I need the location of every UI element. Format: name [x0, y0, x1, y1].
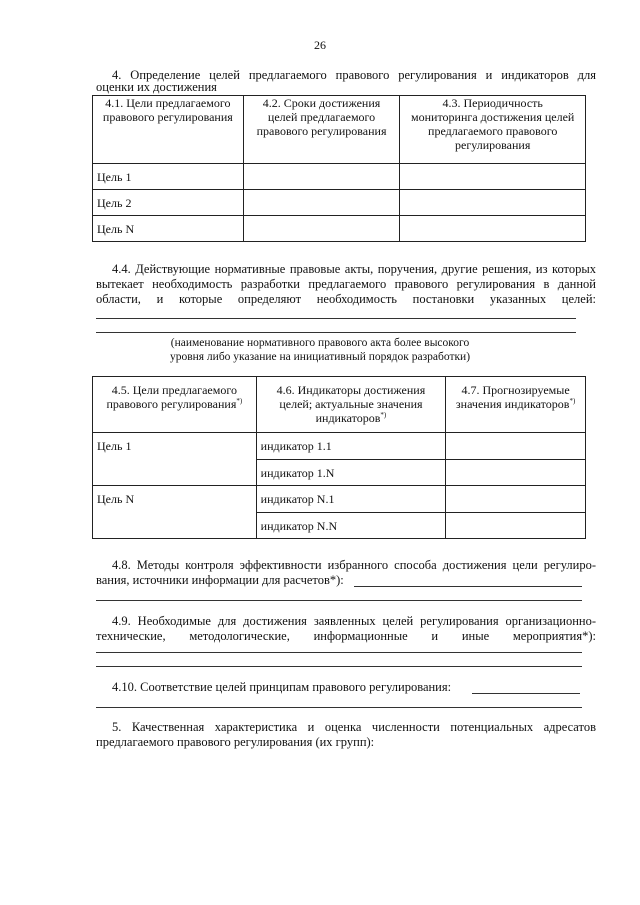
header-indicators	[256, 377, 446, 433]
header-terms-l1: 4.2. Сроки достижения	[262, 96, 381, 110]
answer-line[interactable]	[96, 652, 582, 653]
term-cell[interactable]	[243, 216, 400, 242]
term-cell[interactable]	[243, 190, 400, 216]
page-number: 26	[314, 38, 326, 52]
section-5-line2: предлагаемого правового регулирования (их групп):	[96, 735, 375, 749]
section-4-line1: 4. Определение целей предлагаемого правового регулирования и индикаторов для	[112, 68, 596, 82]
section-4-4-line2: вытекает необходимость разработки предлагаемого правового регулирования в данной	[96, 277, 596, 291]
forecast-cell[interactable]	[446, 513, 586, 539]
section-5-line1: 5. Качественная характеристика и оценка численности потенциальных адресатов	[112, 720, 596, 734]
answer-line[interactable]	[96, 666, 582, 667]
header-forecast-l1: 4.7. Прогнозируемые	[461, 383, 570, 397]
section-4-9-line1: 4.9. Необходимые для достижения заявленных целей регулирования организационно-	[112, 614, 596, 628]
goal-cell: Цель 2	[93, 190, 244, 216]
indicator-cell: индикатор N.N	[256, 513, 446, 539]
table-row	[93, 164, 586, 190]
header-monitoring-l4: регулирования	[455, 138, 531, 152]
section-4-9-line2: технические, методологические, информационные и иные мероприятия*):	[96, 629, 596, 643]
indicator-cell: индикатор N.1	[256, 486, 446, 513]
monitoring-cell[interactable]	[400, 216, 586, 242]
footnote-mark: *)	[569, 397, 576, 405]
section-4-8-line2: вания, источники информации для расчетов*):	[96, 573, 344, 587]
goals-table	[92, 95, 586, 242]
indicators-table-header	[93, 377, 586, 433]
header-forecast-l2: значения индикаторов	[455, 397, 570, 411]
goal-cell: Цель N	[93, 486, 257, 539]
header-goals-l2: правового регулирования	[102, 110, 233, 124]
header-goals-2	[93, 377, 257, 433]
goals-table-header	[93, 96, 586, 164]
table-row	[93, 216, 586, 242]
header-goals-l1: 4.1. Цели предлагаемого	[105, 96, 231, 110]
table-row	[93, 486, 586, 513]
header-terms	[243, 96, 400, 164]
header-indicators-l2: целей; актуальные значения	[279, 397, 423, 411]
term-cell[interactable]	[243, 164, 400, 190]
goal-cell: Цель 1	[93, 164, 244, 190]
header-goals	[93, 96, 244, 164]
goal-cell: Цель 1	[93, 433, 257, 486]
goal-cell: Цель N	[93, 216, 244, 242]
forecast-cell[interactable]	[446, 486, 586, 513]
indicators-table	[92, 376, 586, 539]
section-5	[96, 720, 596, 750]
answer-line[interactable]	[472, 693, 580, 694]
header-monitoring-l3: предлагаемого правового	[428, 124, 558, 138]
header-indicators-l3: индикаторов	[315, 411, 381, 425]
answer-line[interactable]	[96, 332, 576, 333]
monitoring-cell[interactable]	[400, 190, 586, 216]
footnote-mark: *)	[236, 397, 243, 405]
forecast-cell[interactable]	[446, 433, 586, 460]
section-4-4-line1: 4.4. Действующие нормативные правовые акты, поручения, другие решения, из которых	[112, 262, 596, 276]
monitoring-cell[interactable]	[400, 164, 586, 190]
table-row	[93, 433, 586, 460]
header-indicators-l1: 4.6. Индикаторы достижения	[276, 383, 426, 397]
section-4-9	[96, 614, 596, 644]
section-4-8	[96, 558, 596, 588]
table-row	[93, 190, 586, 216]
forecast-cell[interactable]	[446, 460, 586, 486]
header-forecast	[446, 377, 586, 433]
section-4-line2: оценки их достижения	[96, 80, 217, 94]
section-4-heading	[96, 68, 596, 95]
indicator-cell: индикатор 1.1	[256, 433, 446, 460]
answer-line[interactable]	[354, 586, 582, 587]
caption-line1: (наименование нормативного правового акта более высокого	[170, 337, 470, 349]
section-4-8-line1: 4.8. Методы контроля эффективности избранного способа достижения цели регулиро-	[112, 558, 596, 572]
header-goals-2-l2: правового регулирования	[106, 397, 237, 411]
indicator-cell: индикатор 1.N	[256, 460, 446, 486]
header-monitoring-l2: мониторинга достижения целей	[411, 110, 575, 124]
header-monitoring	[400, 96, 586, 164]
answer-line[interactable]	[96, 318, 576, 319]
header-goals-2-l1: 4.5. Цели предлагаемого	[111, 383, 237, 397]
header-monitoring-l1: 4.3. Периодичность	[442, 96, 543, 110]
answer-line[interactable]	[96, 600, 582, 601]
section-4-10-line1: 4.10. Соответствие целей принципам правового регулирования:	[112, 680, 452, 694]
caption-line2: уровня либо указание на инициативный порядок разработки)	[169, 351, 471, 363]
footnote-mark: *)	[380, 411, 387, 419]
header-terms-l3: правового регулирования	[256, 124, 387, 138]
header-terms-l2: целей предлагаемого	[267, 110, 376, 124]
section-4-4-line3: области, и которые определяют необходимость постановки указанных целей:	[96, 292, 596, 306]
answer-line[interactable]	[96, 707, 582, 708]
section-4-4	[96, 262, 596, 307]
